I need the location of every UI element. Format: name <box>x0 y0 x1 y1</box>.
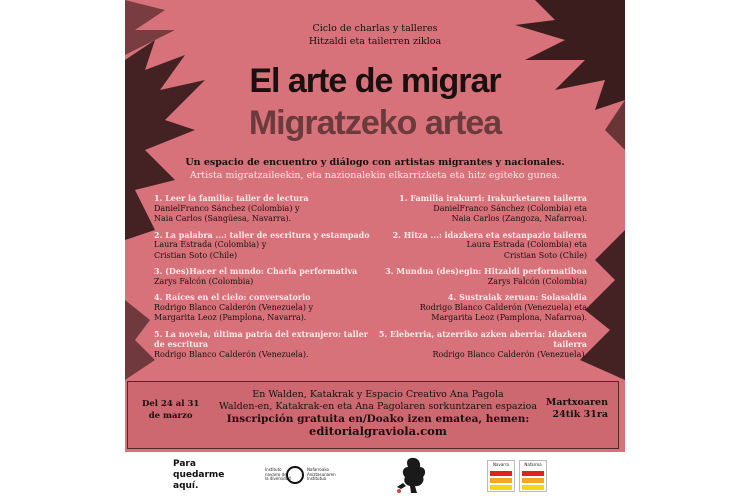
nafarroa-logo-label: Nafarroa <box>524 462 542 467</box>
para-logo-line3: aquí. <box>173 481 199 491</box>
program-item-title: 3. (Des)Hacer el mundo: Charla performativa <box>154 266 358 276</box>
program-item <box>154 292 379 324</box>
program-item-title: 3. Mundua (des)egin: Hitzaldi performatiboa <box>385 266 587 276</box>
venue-info <box>218 389 538 439</box>
navarra-bar-yellow <box>490 485 512 490</box>
dates-es-line1: Del 24 al 31 <box>142 399 200 409</box>
program-item <box>154 193 379 225</box>
para-quedarme-logo <box>173 459 224 492</box>
program-item-title: 1. Familia irakurri: Irakurketaren tailerra <box>399 193 587 203</box>
sponsor-footer <box>125 452 625 500</box>
graviola-hand-logo-icon <box>393 455 433 495</box>
title-eu: Migratzeko artea <box>248 104 502 142</box>
signup-link[interactable]: editorialgraviola.com <box>309 424 447 438</box>
program-item <box>351 329 587 361</box>
program-item-detail: Margarita Leoz (Pamplona, Navarra). <box>154 313 307 322</box>
program-item-title: 5. La novela, última patria del extranjero: taller de escritura <box>154 328 368 349</box>
intro-text <box>125 156 625 182</box>
program-item-detail: Rodrigo Blanco Calderón (Venezuela). <box>432 349 587 359</box>
institute-line: la diversidad <box>265 476 291 481</box>
program-item-detail: Cristian Soto (Chile) <box>503 250 587 260</box>
program-item <box>351 193 587 225</box>
dates-eu <box>546 397 608 421</box>
program-item-title: 4. Raíces en el cielo: conversatorio <box>154 292 311 302</box>
dates-eu-line1: Martxoaren <box>545 397 608 408</box>
nafarroa-bar-red <box>522 471 544 476</box>
series-subtitle-eu: Hitzaldi eta tailerren zikloa <box>308 36 442 47</box>
program-item-detail: Laura Estrada (Colombia) eta <box>466 240 587 249</box>
program-item-detail: Naia Carlos (Zangoza, Nafarroa). <box>451 214 587 223</box>
institute-line: Instituto <box>265 467 282 472</box>
program-item-detail: DanielFranco Sánchez (Colombia) eta <box>433 203 587 213</box>
signup-text: Inscripción gratuita en/Doako izen ematea, hemen: <box>226 413 530 425</box>
program-item-detail: Rodrigo Blanco Calderón (Venezuela) y <box>154 302 314 312</box>
program-item-title: 2. Hitza ...: idazkera eta estanpazio tailerra <box>392 229 587 240</box>
program-item <box>351 230 587 262</box>
info-box <box>127 381 619 449</box>
para-logo-line1: Para <box>173 459 196 469</box>
series-subtitle-es: Ciclo de charlas y talleres <box>312 23 438 34</box>
navarra-logo-label: Navarra <box>493 462 509 467</box>
program-item <box>351 292 587 324</box>
program-item-title: 4. Sustraiak zeruan: Solasaldia <box>447 292 587 302</box>
dates-eu-line2: 24tik 31ra <box>552 409 608 420</box>
program-list-es <box>154 193 379 365</box>
program-item-detail: DanielFranco Sánchez (Colombia) y <box>154 203 300 213</box>
para-logo-line2: quedarme <box>173 470 225 480</box>
program-item-detail: Naia Carlos (Sangüesa, Navarra). <box>154 214 292 223</box>
program-item <box>351 266 587 287</box>
institute-line: Institutua <box>307 476 327 481</box>
nafarroa-bar-orange <box>522 478 544 483</box>
program-item-detail: Zarys Falcón (Colombia) <box>154 276 254 286</box>
institute-line: Aniztasunaren <box>307 471 336 477</box>
event-poster <box>125 0 625 500</box>
diversity-institute-logo <box>265 466 335 488</box>
program-list-eu <box>351 193 587 365</box>
program-item-detail: Rodrigo Blanco Calderón (Venezuela) eta <box>419 302 587 312</box>
dates-es <box>142 398 199 422</box>
navarra-bar-orange <box>490 478 512 483</box>
program-item-title: 2. La palabra ...: taller de escritura y estampado <box>154 229 370 240</box>
program-item-detail: Margarita Leoz (Pamplona, Nafarroa). <box>431 313 587 322</box>
institute-text-eu <box>307 468 336 482</box>
program-item-detail: Rodrigo Blanco Calderón (Venezuela). <box>154 349 309 359</box>
program-item-title: 1. Leer la familia: taller de lectura <box>154 193 309 203</box>
intro-es: Un espacio de encuentro y diálogo con artistas migrantes y nacionales. <box>185 157 565 168</box>
venue-es: En Walden, Katakrak y Espacio Creativo Ana Pagola <box>252 389 504 400</box>
nafarroa-bar-yellow <box>522 485 544 490</box>
program-item-detail: Zarys Falcón (Colombia) <box>487 276 587 286</box>
program-item <box>154 230 379 262</box>
institute-circle-icon <box>286 466 304 484</box>
program-item-detail: Cristian Soto (Chile) <box>154 250 238 260</box>
institute-line: Nafarroako <box>307 467 329 472</box>
institute-line: navarro de <box>265 471 287 477</box>
series-subtitle <box>125 22 625 48</box>
program-item-title: 5. Eleberria, atzerriko azken aberria: Idazkera tailerra <box>378 328 587 349</box>
nafarroa-logo <box>519 460 547 492</box>
program-item <box>154 266 379 287</box>
venue-eu: Walden-en, Katakrak-en eta Ana Pagolaren sorkuntzaren espazioa <box>218 401 538 412</box>
program-item-detail: Laura Estrada (Colombia) y <box>154 240 267 249</box>
navarra-bar-red <box>490 471 512 476</box>
intro-eu: Artista migratzaileekin, eta nazionalekin elkarrizketa eta hitz egiteko gunea. <box>189 170 561 181</box>
navarra-logo <box>487 460 515 492</box>
program-item <box>154 329 379 361</box>
dates-es-line2: de marzo <box>148 411 193 421</box>
title-es: El arte de migrar <box>249 62 501 100</box>
